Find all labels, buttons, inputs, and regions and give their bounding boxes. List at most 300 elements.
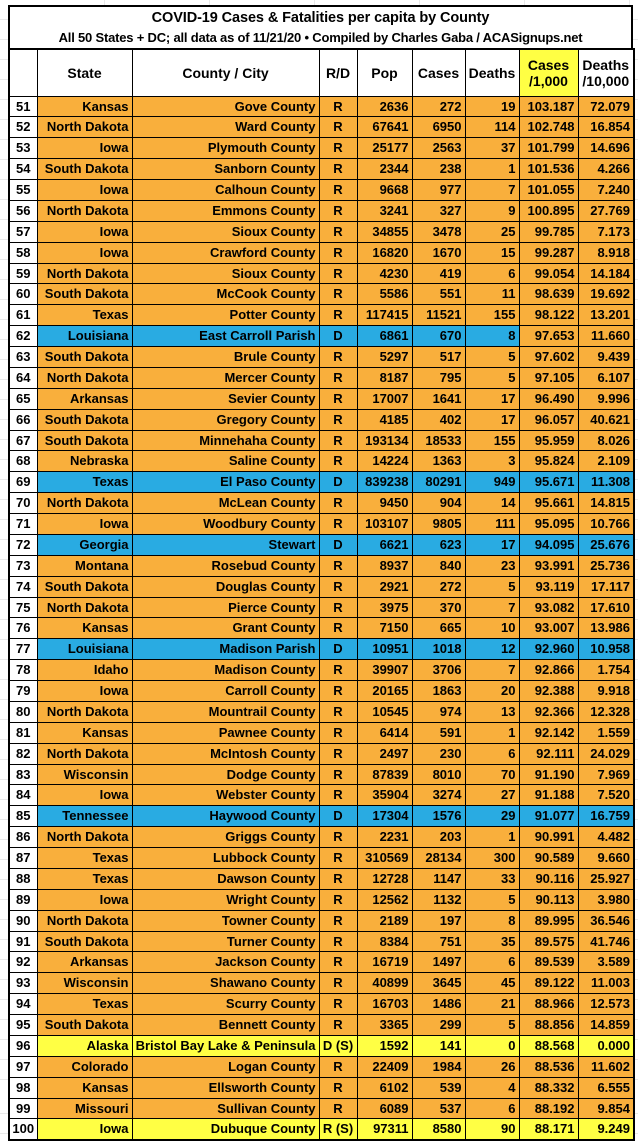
cell-state: Iowa	[37, 514, 132, 535]
cell-rank: 94	[9, 994, 37, 1015]
cell-rank: 51	[9, 96, 37, 117]
cell-pop: 16703	[357, 994, 412, 1015]
cell-cases: 6950	[412, 117, 465, 138]
cell-deaths-per-10000: 24.029	[578, 743, 634, 764]
cell-rd: R	[319, 910, 357, 931]
table-row	[9, 555, 634, 576]
table-row	[9, 660, 634, 681]
col-header-state: State	[37, 49, 132, 96]
cell-pop: 2921	[357, 576, 412, 597]
table-row	[9, 973, 634, 994]
cell-county: Brule County	[132, 347, 319, 368]
cell-deaths-per-10000: 4.482	[578, 827, 634, 848]
cell-pop: 1592	[357, 1035, 412, 1056]
cell-state: North Dakota	[37, 263, 132, 284]
cell-county: Mountrail County	[132, 701, 319, 722]
cell-pop: 25177	[357, 138, 412, 159]
cell-rank: 79	[9, 681, 37, 702]
cell-state: North Dakota	[37, 493, 132, 514]
cell-deaths-per-10000: 17.610	[578, 597, 634, 618]
table-row	[9, 743, 634, 764]
cell-deaths: 114	[465, 117, 519, 138]
cell-rank: 70	[9, 493, 37, 514]
col-header-cases-per-1000	[519, 49, 578, 96]
cell-state: South Dakota	[37, 347, 132, 368]
cell-cases: 402	[412, 409, 465, 430]
cell-deaths: 10	[465, 618, 519, 639]
cell-state: Wisconsin	[37, 764, 132, 785]
cell-rd: R	[319, 681, 357, 702]
cell-deaths-per-10000: 2.109	[578, 451, 634, 472]
cell-state: Iowa	[37, 889, 132, 910]
table-row	[9, 994, 634, 1015]
cell-cases: 1984	[412, 1056, 465, 1077]
cell-deaths: 3	[465, 451, 519, 472]
cell-rd: D	[319, 326, 357, 347]
cell-cases-per-1000: 96.490	[519, 388, 578, 409]
cell-pop: 193134	[357, 430, 412, 451]
cell-state: Texas	[37, 994, 132, 1015]
cell-county: Woodbury County	[132, 514, 319, 535]
cell-pop: 2497	[357, 743, 412, 764]
cell-deaths: 20	[465, 681, 519, 702]
cell-state: North Dakota	[37, 117, 132, 138]
cell-state: Wisconsin	[37, 973, 132, 994]
cell-state: Iowa	[37, 180, 132, 201]
cell-rank: 77	[9, 639, 37, 660]
cell-cases-per-1000: 92.866	[519, 660, 578, 681]
cell-pop: 7150	[357, 618, 412, 639]
cell-cases: 1147	[412, 868, 465, 889]
cell-cases-per-1000: 89.539	[519, 952, 578, 973]
table-row	[9, 868, 634, 889]
cell-pop: 12562	[357, 889, 412, 910]
cell-rd: R	[319, 305, 357, 326]
cell-deaths-per-10000: 12.328	[578, 701, 634, 722]
cell-cases-per-1000: 101.055	[519, 180, 578, 201]
cell-rank: 66	[9, 409, 37, 430]
cell-deaths-per-10000: 7.969	[578, 764, 634, 785]
cell-rank: 54	[9, 159, 37, 180]
cell-deaths-per-10000: 12.573	[578, 994, 634, 1015]
cell-deaths: 19	[465, 96, 519, 117]
cell-cases-per-1000: 92.960	[519, 639, 578, 660]
table-row	[9, 305, 634, 326]
cell-county: East Carroll Parish	[132, 326, 319, 347]
cell-cases-per-1000: 88.171	[519, 1119, 578, 1140]
cell-cases: 517	[412, 347, 465, 368]
cell-state: Kansas	[37, 618, 132, 639]
cell-county: Douglas County	[132, 576, 319, 597]
cell-cases-per-1000: 95.661	[519, 493, 578, 514]
cell-state: Texas	[37, 848, 132, 869]
table-row	[9, 597, 634, 618]
cell-county: Towner County	[132, 910, 319, 931]
cell-pop: 8187	[357, 367, 412, 388]
cell-rd: R	[319, 221, 357, 242]
cell-deaths-per-10000: 11.660	[578, 326, 634, 347]
cell-pop: 6621	[357, 534, 412, 555]
cell-state: North Dakota	[37, 910, 132, 931]
cell-pop: 6414	[357, 722, 412, 743]
table-row	[9, 117, 634, 138]
cell-cases: 272	[412, 576, 465, 597]
cell-pop: 3241	[357, 200, 412, 221]
cell-rd: R	[319, 430, 357, 451]
col-header-cases-per-1000-line1: Cases	[527, 56, 570, 73]
cell-rank: 78	[9, 660, 37, 681]
table-row	[9, 701, 634, 722]
cell-pop: 10951	[357, 639, 412, 660]
cell-cases: 1486	[412, 994, 465, 1015]
table-row	[9, 1035, 634, 1056]
cell-deaths-per-10000: 13.201	[578, 305, 634, 326]
cell-rank: 69	[9, 472, 37, 493]
cell-pop: 8384	[357, 931, 412, 952]
cell-deaths: 1	[465, 722, 519, 743]
cell-rd: R	[319, 889, 357, 910]
cell-county: Sevier County	[132, 388, 319, 409]
cell-state: Kansas	[37, 722, 132, 743]
cell-pop: 6089	[357, 1098, 412, 1119]
cell-pop: 2231	[357, 827, 412, 848]
cell-rd: R	[319, 409, 357, 430]
col-header-rd: R/D	[319, 49, 357, 96]
cell-deaths: 8	[465, 326, 519, 347]
cell-county: Rosebud County	[132, 555, 319, 576]
cell-county: Sanborn County	[132, 159, 319, 180]
cell-rank: 82	[9, 743, 37, 764]
cell-deaths-per-10000: 6.555	[578, 1077, 634, 1098]
cell-deaths: 5	[465, 889, 519, 910]
cell-county: El Paso County	[132, 472, 319, 493]
cell-state: Texas	[37, 868, 132, 889]
cell-rd: R	[319, 952, 357, 973]
cell-cases: 370	[412, 597, 465, 618]
table-title-line2: All 50 States + DC; all data as of 11/21/20 • Compiled by Charles Gaba / ACASignups.net	[58, 30, 583, 45]
cell-deaths-per-10000: 25.736	[578, 555, 634, 576]
cell-rd: D	[319, 639, 357, 660]
cell-state: Louisiana	[37, 326, 132, 347]
cell-state: Texas	[37, 472, 132, 493]
cell-county: Turner County	[132, 931, 319, 952]
cell-rank: 64	[9, 367, 37, 388]
cell-state: Kansas	[37, 1077, 132, 1098]
cell-rank: 55	[9, 180, 37, 201]
cell-cases: 537	[412, 1098, 465, 1119]
cell-cases-per-1000: 97.105	[519, 367, 578, 388]
cell-rd: R	[319, 994, 357, 1015]
cell-rank: 86	[9, 827, 37, 848]
cell-cases: 1641	[412, 388, 465, 409]
cell-county: Haywood County	[132, 806, 319, 827]
table-row	[9, 1098, 634, 1119]
cell-cases-per-1000: 89.575	[519, 931, 578, 952]
cell-cases-per-1000: 93.119	[519, 576, 578, 597]
cell-rank: 93	[9, 973, 37, 994]
cell-deaths: 0	[465, 1035, 519, 1056]
cell-cases-per-1000: 93.007	[519, 618, 578, 639]
cell-cases: 795	[412, 367, 465, 388]
cell-rank: 92	[9, 952, 37, 973]
table-row	[9, 430, 634, 451]
cell-cases-per-1000: 97.602	[519, 347, 578, 368]
cell-deaths: 25	[465, 221, 519, 242]
cell-rd: R	[319, 973, 357, 994]
cell-rd: R	[319, 848, 357, 869]
cell-state: Montana	[37, 555, 132, 576]
table-row	[9, 827, 634, 848]
cell-deaths-per-10000: 11.003	[578, 973, 634, 994]
cell-state: Missouri	[37, 1098, 132, 1119]
table-row	[9, 367, 634, 388]
cell-rd: R	[319, 597, 357, 618]
cell-cases: 1576	[412, 806, 465, 827]
cell-deaths-per-10000: 17.117	[578, 576, 634, 597]
cell-rd: R	[319, 96, 357, 117]
cell-rd: R	[319, 263, 357, 284]
cell-cases-per-1000: 88.568	[519, 1035, 578, 1056]
table-row	[9, 764, 634, 785]
cell-deaths-per-10000: 14.815	[578, 493, 634, 514]
cell-deaths-per-10000: 41.746	[578, 931, 634, 952]
cell-county: McIntosh County	[132, 743, 319, 764]
cell-cases-per-1000: 88.856	[519, 1015, 578, 1036]
cell-deaths: 26	[465, 1056, 519, 1077]
cell-rd: R	[319, 180, 357, 201]
cell-cases: 551	[412, 284, 465, 305]
cell-rank: 75	[9, 597, 37, 618]
cell-cases: 1363	[412, 451, 465, 472]
cell-cases-per-1000: 95.671	[519, 472, 578, 493]
cell-pop: 17304	[357, 806, 412, 827]
cell-rd: R	[319, 618, 357, 639]
cell-cases: 751	[412, 931, 465, 952]
cell-rank: 95	[9, 1015, 37, 1036]
table-row	[9, 848, 634, 869]
cell-deaths: 111	[465, 514, 519, 535]
cell-cases-per-1000: 92.366	[519, 701, 578, 722]
cell-pop: 4230	[357, 263, 412, 284]
cell-pop: 5586	[357, 284, 412, 305]
cell-rd: R	[319, 931, 357, 952]
cell-deaths: 17	[465, 388, 519, 409]
table-row	[9, 1077, 634, 1098]
cell-county: Bristol Bay Lake & Peninsula	[132, 1035, 319, 1056]
cell-deaths-per-10000: 16.854	[578, 117, 634, 138]
cell-rank: 80	[9, 701, 37, 722]
cell-deaths-per-10000: 8.918	[578, 242, 634, 263]
cell-pop: 310569	[357, 848, 412, 869]
col-header-pop: Pop	[357, 49, 412, 96]
cell-rd: R	[319, 159, 357, 180]
table-row	[9, 284, 634, 305]
cell-pop: 14224	[357, 451, 412, 472]
cell-state: Nebraska	[37, 451, 132, 472]
cell-deaths: 33	[465, 868, 519, 889]
cell-deaths-per-10000: 0.000	[578, 1035, 634, 1056]
table-row	[9, 785, 634, 806]
cell-state: South Dakota	[37, 1015, 132, 1036]
cell-pop: 17007	[357, 388, 412, 409]
table-header	[9, 49, 634, 96]
table-row	[9, 409, 634, 430]
cell-state: South Dakota	[37, 409, 132, 430]
cell-state: Idaho	[37, 660, 132, 681]
cell-rd: R	[319, 451, 357, 472]
cell-rd: R	[319, 743, 357, 764]
cell-rank: 67	[9, 430, 37, 451]
cell-pop: 22409	[357, 1056, 412, 1077]
cell-cases-per-1000: 100.895	[519, 200, 578, 221]
cell-rank: 76	[9, 618, 37, 639]
cell-rank: 98	[9, 1077, 37, 1098]
cell-cases-per-1000: 93.082	[519, 597, 578, 618]
cell-deaths: 6	[465, 952, 519, 973]
cell-cases: 670	[412, 326, 465, 347]
col-header-cases: Cases	[412, 49, 465, 96]
cell-pop: 2189	[357, 910, 412, 931]
cell-cases-per-1000: 96.057	[519, 409, 578, 430]
cell-rank: 99	[9, 1098, 37, 1119]
cell-deaths-per-10000: 19.692	[578, 284, 634, 305]
cell-deaths-per-10000: 9.996	[578, 388, 634, 409]
cell-cases: 419	[412, 263, 465, 284]
cell-cases-per-1000: 95.095	[519, 514, 578, 535]
cell-deaths-per-10000: 7.520	[578, 785, 634, 806]
cell-cases-per-1000: 103.187	[519, 96, 578, 117]
cell-cases: 840	[412, 555, 465, 576]
table-body	[9, 96, 634, 1140]
table-row	[9, 493, 634, 514]
cell-deaths: 12	[465, 639, 519, 660]
cell-county: Jackson County	[132, 952, 319, 973]
table-row	[9, 889, 634, 910]
cell-cases: 18533	[412, 430, 465, 451]
cell-county: McLean County	[132, 493, 319, 514]
cell-cases: 539	[412, 1077, 465, 1098]
cell-cases: 238	[412, 159, 465, 180]
cell-rd: R	[319, 493, 357, 514]
cell-state: South Dakota	[37, 931, 132, 952]
cell-cases: 904	[412, 493, 465, 514]
cell-rank: 90	[9, 910, 37, 931]
cell-deaths: 300	[465, 848, 519, 869]
table-row	[9, 514, 634, 535]
cell-rd: R	[319, 347, 357, 368]
cell-pop: 117415	[357, 305, 412, 326]
cell-rd: R (S)	[319, 1119, 357, 1140]
cell-deaths-per-10000: 10.766	[578, 514, 634, 535]
cell-state: Iowa	[37, 242, 132, 263]
cell-deaths-per-10000: 25.927	[578, 868, 634, 889]
cell-state: North Dakota	[37, 743, 132, 764]
cell-rd: R	[319, 555, 357, 576]
cell-cases-per-1000: 90.113	[519, 889, 578, 910]
cell-pop: 12728	[357, 868, 412, 889]
cell-pop: 2636	[357, 96, 412, 117]
cell-county: Calhoun County	[132, 180, 319, 201]
cell-pop: 34855	[357, 221, 412, 242]
cell-cases: 623	[412, 534, 465, 555]
cell-cases: 197	[412, 910, 465, 931]
cell-rank: 87	[9, 848, 37, 869]
table-row	[9, 618, 634, 639]
cell-rd: R	[319, 1015, 357, 1036]
table-row	[9, 200, 634, 221]
cell-rank: 91	[9, 931, 37, 952]
table-row	[9, 242, 634, 263]
cell-state: Arkansas	[37, 388, 132, 409]
cell-deaths-per-10000: 13.986	[578, 618, 634, 639]
cell-deaths: 7	[465, 660, 519, 681]
cell-pop: 6861	[357, 326, 412, 347]
cell-deaths: 17	[465, 534, 519, 555]
cell-state: Arkansas	[37, 952, 132, 973]
cell-rd: R	[319, 1098, 357, 1119]
cell-deaths: 1	[465, 827, 519, 848]
cell-rd: R	[319, 284, 357, 305]
cell-rank: 59	[9, 263, 37, 284]
cell-county: Ellsworth County	[132, 1077, 319, 1098]
cell-deaths-per-10000: 1.559	[578, 722, 634, 743]
cell-deaths-per-10000: 72.079	[578, 96, 634, 117]
cell-cases: 11521	[412, 305, 465, 326]
cell-county: Gove County	[132, 96, 319, 117]
cell-cases-per-1000: 88.536	[519, 1056, 578, 1077]
cell-rank: 89	[9, 889, 37, 910]
cell-rank: 88	[9, 868, 37, 889]
cell-rd: R	[319, 722, 357, 743]
cell-rank: 53	[9, 138, 37, 159]
cell-deaths-per-10000: 27.769	[578, 200, 634, 221]
cell-cases: 3706	[412, 660, 465, 681]
cell-county: Pierce County	[132, 597, 319, 618]
cell-state: South Dakota	[37, 284, 132, 305]
cell-deaths-per-10000: 7.173	[578, 221, 634, 242]
table-row	[9, 388, 634, 409]
cell-deaths-per-10000: 9.854	[578, 1098, 634, 1119]
cell-deaths: 23	[465, 555, 519, 576]
cell-cases-per-1000: 99.785	[519, 221, 578, 242]
cell-cases: 665	[412, 618, 465, 639]
cell-cases-per-1000: 98.122	[519, 305, 578, 326]
cell-cases-per-1000: 88.332	[519, 1077, 578, 1098]
cell-cases-per-1000: 95.959	[519, 430, 578, 451]
cell-county: Carroll County	[132, 681, 319, 702]
cell-deaths: 35	[465, 931, 519, 952]
cell-cases-per-1000: 89.995	[519, 910, 578, 931]
cell-rank: 85	[9, 806, 37, 827]
cell-cases: 28134	[412, 848, 465, 869]
cell-county: McCook County	[132, 284, 319, 305]
cell-deaths: 155	[465, 430, 519, 451]
cell-cases: 141	[412, 1035, 465, 1056]
cell-rd: D	[319, 534, 357, 555]
col-header-county: County / City	[132, 49, 319, 96]
header-row	[9, 49, 634, 96]
cell-deaths: 70	[465, 764, 519, 785]
cell-deaths-per-10000: 16.759	[578, 806, 634, 827]
cell-deaths-per-10000: 14.696	[578, 138, 634, 159]
cell-state: North Dakota	[37, 367, 132, 388]
cell-rd: R	[319, 576, 357, 597]
table-row	[9, 138, 634, 159]
cell-cases-per-1000: 91.077	[519, 806, 578, 827]
table-row	[9, 806, 634, 827]
cell-deaths: 7	[465, 180, 519, 201]
table-title-line1: COVID-19 Cases & Fatalities per capita by County	[151, 10, 490, 26]
